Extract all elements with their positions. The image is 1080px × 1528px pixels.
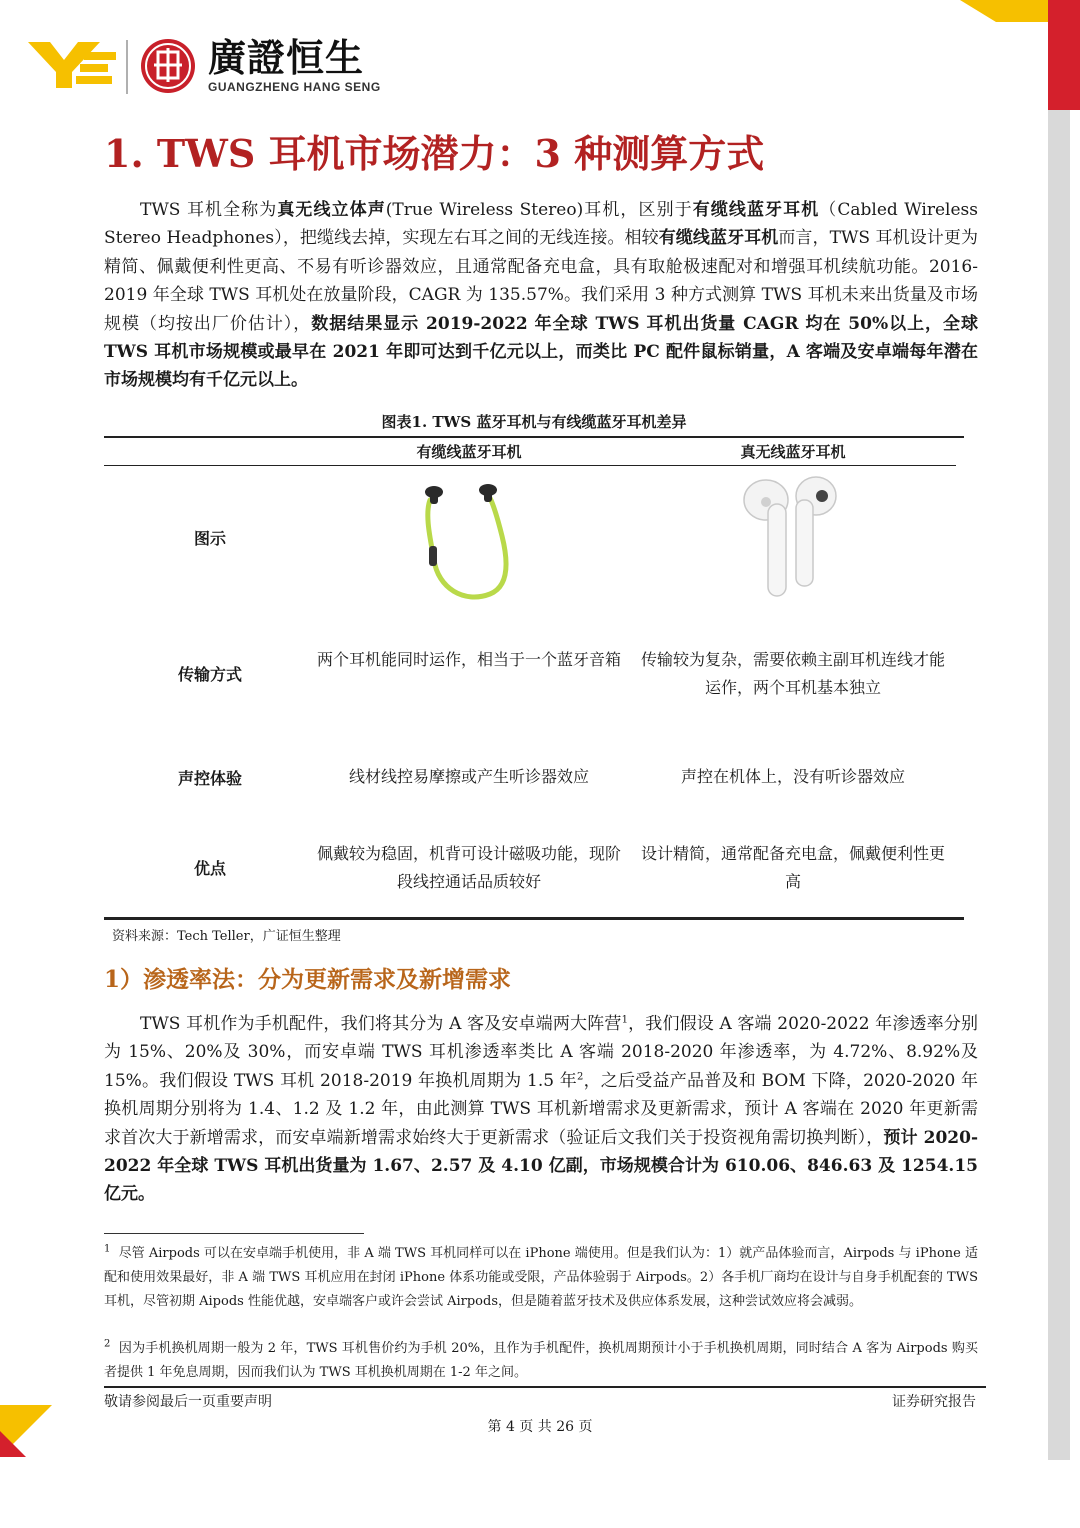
table-header-tws: 真无线蓝牙耳机 [740, 443, 846, 461]
footer-disclaimer-note: 敬请参阅最后一页重要声明 [104, 1394, 272, 1410]
row-label-advantages: 优点 [193, 859, 226, 878]
footnote-rule [104, 1233, 364, 1234]
table-bottom-rule [104, 917, 964, 920]
hang-seng-seal-icon [140, 38, 196, 94]
table-header-cabled: 有缆线蓝牙耳机 [416, 443, 522, 461]
figure-caption: 图表1. TWS 蓝牙耳机与有线缆蓝牙耳机差异 [381, 413, 687, 431]
cell-advantages-tws: 设计精简，通常配备充电盒，佩戴便利性更高 [640, 844, 945, 891]
cell-transmission-tws: 传输较为复杂，需要依赖主副耳机连线才能运作，两个耳机基本独立 [640, 650, 945, 697]
cabled-earphones-image [412, 476, 522, 608]
table-top-rule [104, 436, 964, 438]
row-label-voice: 声控体验 [177, 769, 242, 788]
footnote-ref-1[interactable]: 1 [621, 1014, 628, 1026]
table-header-rule [104, 465, 956, 466]
page-number: 第 4 页 共 26 页 [487, 1419, 593, 1435]
cell-advantages-cabled: 佩戴较为稳固，机背可设计磁吸功能，现阶段线控通话品质较好 [316, 844, 621, 891]
footer-report-type: 证券研究报告 [892, 1394, 976, 1410]
corner-decoration-red [1048, 0, 1080, 110]
brand-name-en: GUANGZHENG HANG SENG [208, 80, 381, 94]
logo-separator [126, 40, 128, 94]
figure-source: 资料来源：Tech Teller，广证恒生整理 [112, 929, 341, 944]
penetration-paragraph: TWS 耳机作为手机配件，我们将其分为 A 客及安卓端两大阵营$^1$，我们假设 A 客端 2020-2022 年渗透率分别为 15%、20%及 30%，而安卓端 TWS 耳机渗透率类比 A 客端 2018-2020 年渗透率，为 4.72%、8.92%及 15%。我们假设 TWS 耳机 2018-2019 年换机周期为 1.5 年$^2$，之后受益产品普及和 BOM 下降，2020-2020 年换机周期分别将为 1.4、1.2 及 1.2 年，由此测算 TWS 耳机新增需求及更新需求，预计 A 客端在 2020 年更新需求首次大于新增需求，而安卓端新增需求始终大于更新需求（验证后文我们关于投资视角需切换判断），预计 2020-2022 年全球 TWS 耳机出货量为 1.67、2.57 及 4.10 亿副，市场规模合计为 610.06、846.63 及 1254.15 亿元。 [104, 1014, 978, 1205]
row-label-illustration: 图示 [193, 529, 226, 548]
footnote-ref-2[interactable]: 2 [576, 1071, 584, 1083]
footnote-2: $^2$ 因为手机换机周期一般为 2 年，TWS 耳机售价约为手机 20%，且作为手机配件，换机周期预计小于手机换机周期，同时结合 A 客为 Airpods 购买者提供 1 年免息周期，因而我们认为 TWS 耳机换机周期在 1-2 年之间。 [104, 1338, 978, 1380]
cell-transmission-cabled: 两个耳机能同时运作，相当于一个蓝牙音箱 [316, 650, 621, 669]
side-bar-decoration [1048, 110, 1070, 1460]
logo-ye-icon [28, 40, 118, 90]
brand-name-cn: 廣證恒生 [208, 36, 365, 80]
cell-voice-cabled: 线材线控易摩擦或产生听诊器效应 [348, 767, 589, 786]
subsection-title: 1）渗透率法：分为更新需求及新增需求 [104, 966, 512, 993]
section-title: 1. TWS 耳机市场潜力：3 种测算方式 [104, 131, 765, 176]
footer-rule [104, 1386, 986, 1388]
cell-voice-tws: 声控在机体上，没有听诊器效应 [680, 767, 905, 786]
row-label-transmission: 传输方式 [177, 665, 242, 684]
footnote-1: $^1$ 尽管 Airpods 可以在安卓端手机使用，非 A 端 TWS 耳机同样可以在 iPhone 端使用。但是我们认为：1）就产品体验而言，Airpods 与 iPhone 适配和使用效果最好，非 A 端 TWS 耳机应用在封闭 iPhone 体系功能或受限，产品体验弱于 Airpods。2）各手机厂商均在设计与自身手机配套的 TWS 耳机，尽管初期 Aipods 性能优越，安卓端客户或许会尝试 Airpods，但是随着蓝牙技术及供应体系发展，这种尝试效应将会减弱。 [104, 1243, 979, 1309]
airpods-image [738, 474, 848, 604]
intro-paragraph: TWS 耳机全称为真无线立体声(True Wireless Stereo)耳机，区别于有缆线蓝牙耳机（Cabled Wireless Stereo Headphones），把缆线去掉，实现左右耳之间的无线连接。相较有缆线蓝牙耳机而言，TWS 耳机设计更为精简、佩戴便利性更高、不易有听诊器效应，且通常配备充电盒，具有取舱极速配对和增强耳机续航功能。2016-2019 年全球 TWS 耳机处在放量阶段，CAGR 为 135.57%。我们采用 3 种方式测算 TWS 耳机未来出货量及市场规模（均按出厂价估计），数据结果显示 2019-2022 年全球 TWS 耳机出货量 CAGR 均在 50%以上，全球 TWS 耳机市场规模或最早在 2021 年即可达到千亿元以上，而类比 PC 配件鼠标销量，A 客端及安卓端每年潜在市场规模均有千亿元以上。 [104, 200, 979, 391]
